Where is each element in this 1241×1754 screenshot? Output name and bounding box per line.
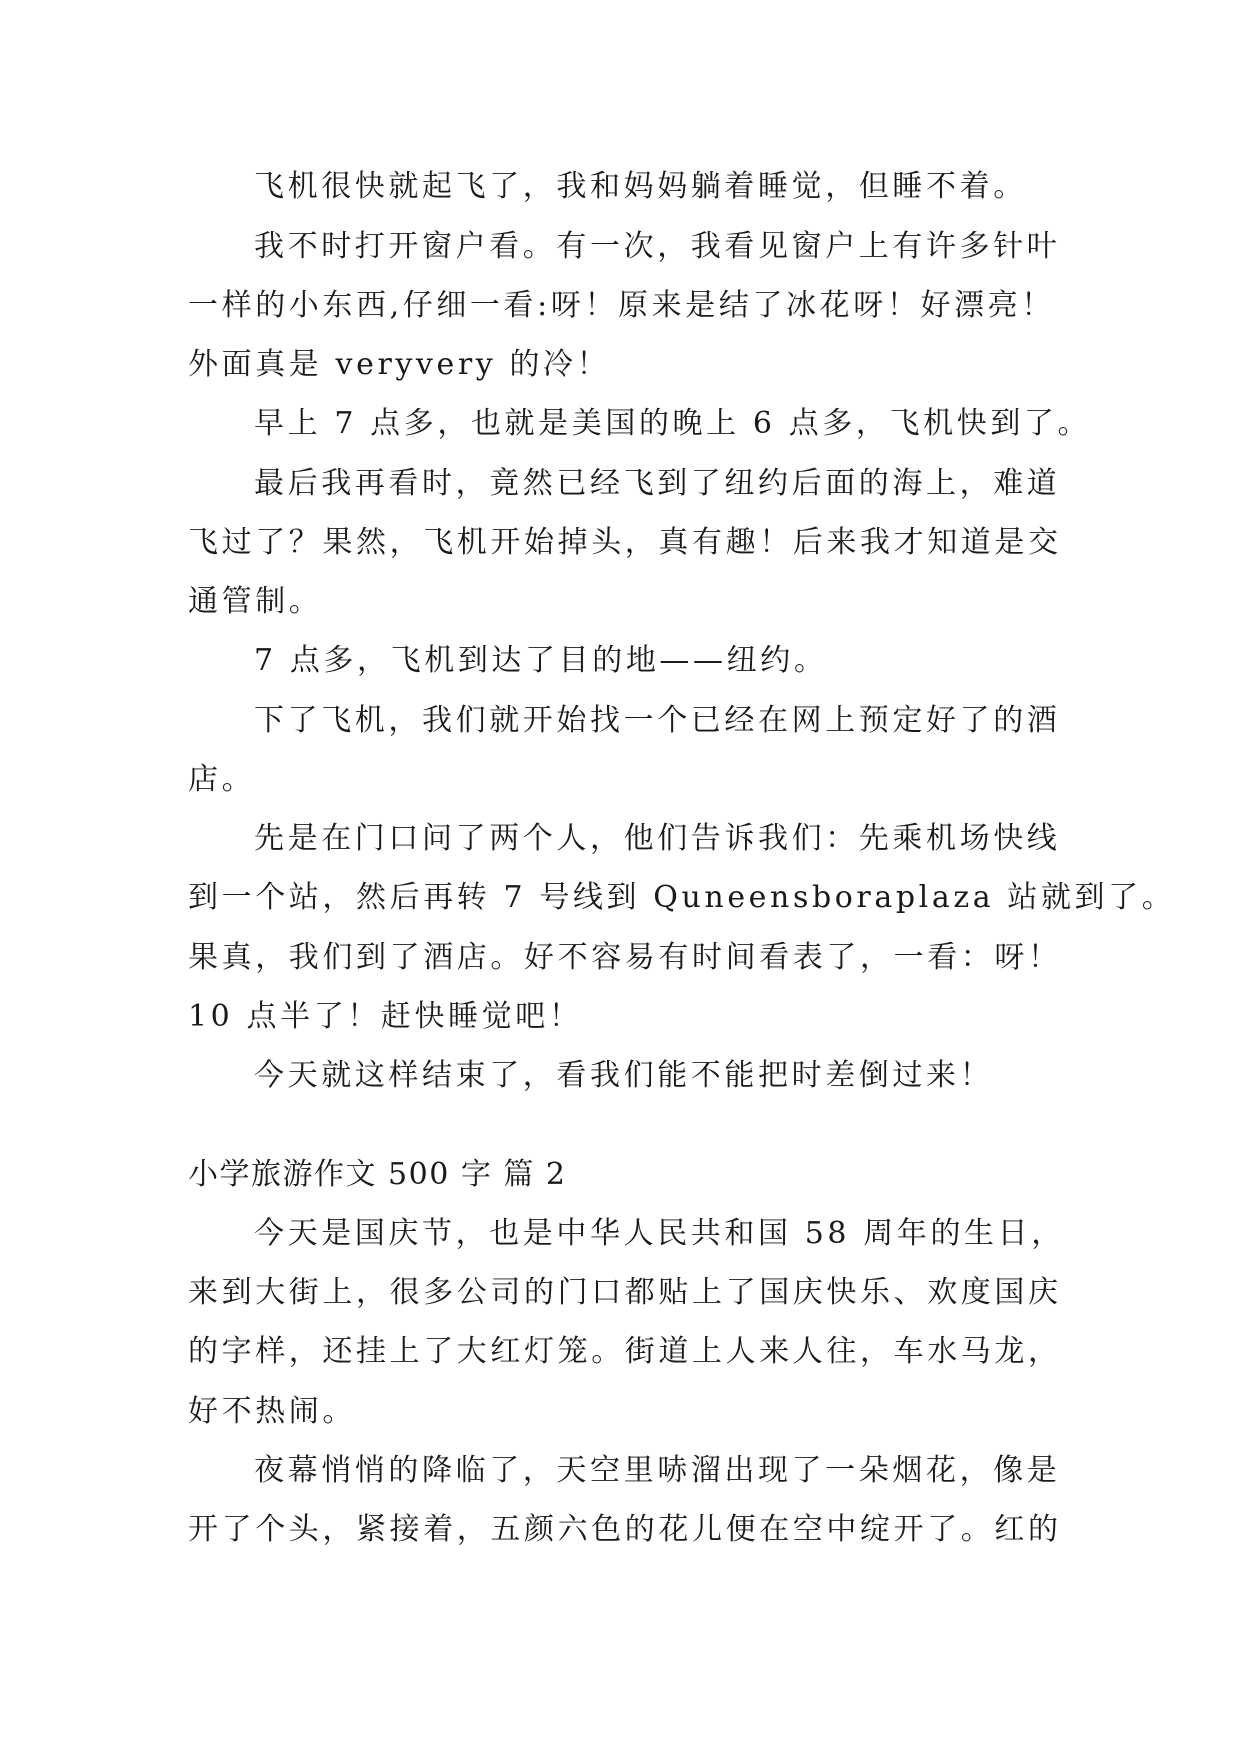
paragraph-line: 早上 7 点多，也就是美国的晚上 6 点多，飞机快到了。 xyxy=(254,406,1092,441)
paragraph-line: 的字样，还挂上了大红灯笼。街道上人来人往，车水马龙， xyxy=(188,1334,1062,1369)
paragraph-line: 10 点半了！赶快睡觉吧！ xyxy=(188,999,583,1034)
paragraph-line: 夜幕悄悄的降临了，天空里哧溜出现了一朵烟花，像是 xyxy=(254,1453,1061,1488)
paragraph-line: 下了飞机，我们就开始找一个已经在网上预定好了的酒 xyxy=(254,703,1061,738)
paragraph-line: 一样的小东西,仔细一看:呀！原来是结了冰花呀！好漂亮！ xyxy=(188,288,1055,323)
section-heading: 小学旅游作文 500 字 篇 2 xyxy=(188,1157,567,1192)
paragraph-line: 最后我再看时，竟然已经飞到了纽约后面的海上，难道 xyxy=(254,466,1061,501)
paragraph-line: 通管制。 xyxy=(188,584,323,619)
paragraph-line: 开了个头，紧接着，五颜六色的花儿便在空中绽开了。红的 xyxy=(188,1512,1062,1547)
paragraph-line: 今天就这样结束了，看我们能不能把时差倒过来！ xyxy=(254,1058,994,1093)
paragraph-line: 好不热闹。 xyxy=(188,1394,356,1429)
paragraph-line: 今天是国庆节，也是中华人民共和国 58 周年的生日， xyxy=(254,1216,1065,1251)
paragraph-line: 到一个站，然后再转 7 号线到 Quneensboraplaza 站就到了。 xyxy=(188,880,1176,915)
paragraph-line: 飞机很快就起飞了，我和妈妈躺着睡觉，但睡不着。 xyxy=(254,169,1027,204)
paragraph-line: 先是在门口问了两个人，他们告诉我们：先乘机场快线 xyxy=(254,821,1061,856)
paragraph-line: 7 点多，飞机到达了目的地——纽约。 xyxy=(254,643,828,678)
paragraph-line: 飞过了？果然，飞机开始掉头，真有趣！后来我才知道是交 xyxy=(188,525,1062,560)
paragraph-line: 来到大街上，很多公司的门口都贴上了国庆快乐、欢度国庆 xyxy=(188,1275,1062,1310)
paragraph-line: 店。 xyxy=(188,762,256,797)
paragraph-line: 我不时打开窗户看。有一次，我看见窗户上有许多针叶 xyxy=(254,229,1061,264)
paragraph-line: 外面真是 veryvery 的冷！ xyxy=(188,347,611,382)
paragraph-line: 果真，我们到了酒店。好不容易有时间看表了，一看：呀！ xyxy=(188,940,1062,975)
